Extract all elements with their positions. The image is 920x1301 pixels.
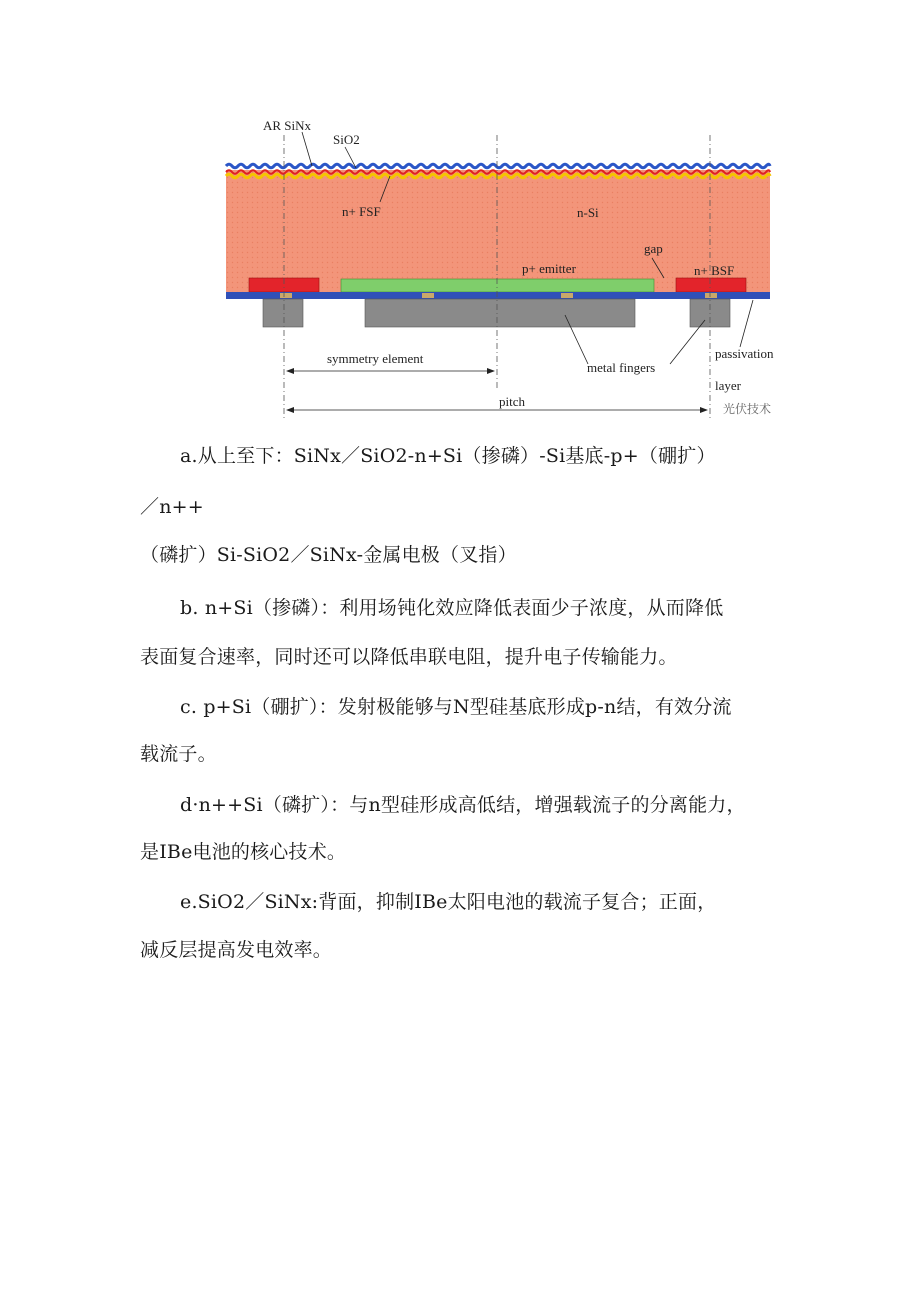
n-si-substrate [226,170,770,295]
paragraph-e-line2: 减反层提高发电效率。 [140,939,333,961]
paragraph-a-line3: （磷扩）Si-SiO2／SiNx-金属电极（叉指） [140,544,517,566]
metal-finger-center [365,299,635,327]
paragraph-e-line1: e.SiO2／SiNx:背面，抑制IBe太阳电池的载流子复合；正面， [180,891,717,913]
sio2-label: SiO2 [333,132,360,147]
passivation-label: passivation [715,346,774,361]
n-fsf-label: n+ FSF [342,204,381,219]
passivation-arrow [740,300,753,347]
paragraph-a-line2: ／n++ [140,496,204,518]
arrowhead [487,368,495,374]
watermark-text: 光伏技术 [723,402,772,416]
metal-fingers-label: metal fingers [587,360,656,375]
p-emitter-label: p+ emitter [522,261,576,276]
paragraph-b-line2: 表面复合速率，同时还可以降低串联电阻，提升电子传输能力。 [140,646,678,668]
paragraph-c-line2: 载流子。 [140,743,217,765]
n-si-label: n-Si [577,205,599,220]
layer-label: layer [715,378,741,393]
n-bsf-label: n+ BSF [694,263,735,278]
contact-opening [561,293,573,298]
paragraph-d-line2: 是IBe电池的核心技术。 [140,841,347,863]
gap-label: gap [644,241,663,256]
arrowhead [286,368,294,374]
symmetry-element-label: symmetry element [327,351,424,366]
paragraph-a-line1: a.从上至下：SiNx／SiO2-n+Si（掺磷）-Si基底-p+（硼扩） [180,445,716,467]
n-bsf-right [676,278,746,292]
ar-sinx-label: AR SiNx [263,118,312,133]
arrowhead [700,407,708,413]
contact-opening [280,293,292,298]
metal-arrow-right [670,320,705,364]
contact-opening [422,293,434,298]
metal-finger-left [263,299,303,327]
ibc-cell-diagram [220,110,790,425]
p-emitter [341,279,654,292]
paragraph-b-line1: b. n+Si（掺磷）：利用场钝化效应降低表面少子浓度，从而降低 [180,597,724,619]
pitch-label: pitch [499,394,525,409]
paragraph-c-line1: c. p+Si（硼扩）：发射极能够与N型硅基底形成p-n结，有效分流 [180,696,732,718]
arrowhead [286,407,294,413]
ar-sinx-layer [226,164,770,168]
contact-opening [705,293,717,298]
paragraph-d-line1: d·n++Si（磷扩）：与n型硅形成高低结，增强载流子的分离能力， [180,794,746,816]
ar-sinx-arrow [302,132,312,166]
rear-passivation [226,292,770,299]
